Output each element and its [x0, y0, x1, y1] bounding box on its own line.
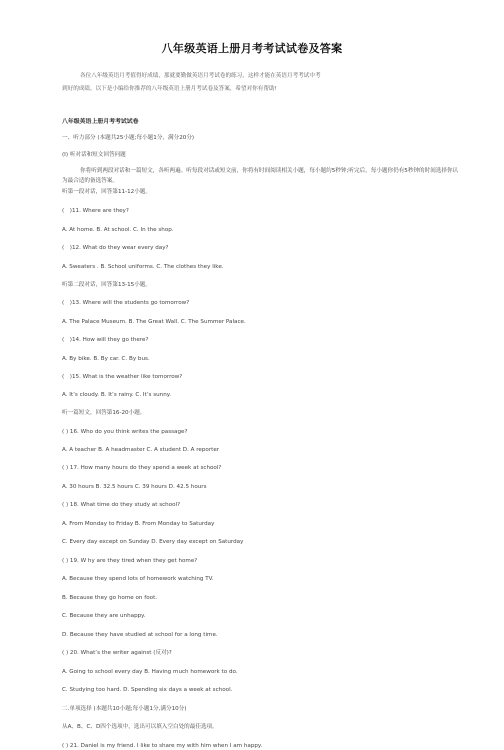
text-line: ( ) 21. Daniel is my friend. I like to share my with him when I am happy.: [62, 743, 263, 749]
text-line: A. A teacher B. A headmaster C. A student D. A reporter: [62, 447, 220, 453]
intro-line: 各位八年级英语月考值得好成绩，那就要勤做英语月考试卷的练习，这样才能在英语月考考试中考: [80, 73, 321, 79]
text-line: ( ) 19. W hy are they tired when they get home?: [62, 558, 198, 564]
text-line: 听一篇短文，回答第16-20小题。: [62, 410, 146, 416]
document-title: 八年级英语上册月考考试试卷及答案: [161, 42, 343, 55]
text-line: ( )15. What is the weather like tomorrow?: [62, 374, 183, 380]
section-heading: 八年级英语上册月考考试试卷: [62, 119, 139, 125]
text-line: A. 30 hours B. 32.5 hours C. 39 hours D. 42.5 hours: [62, 484, 207, 490]
text-line: A. It’s cloudy. B. It’s rainy. C. It’s sunny.: [62, 392, 172, 398]
text-line: A. At home. B. At school. C. In the shop.: [62, 227, 174, 233]
text-line: 听第二段对话，回答第13-15小题。: [62, 282, 151, 288]
text-line: C. Every day except on Sunday D. Every day except on Saturday: [62, 539, 244, 545]
text-line: 二.单项选择 (本题共10小题;每小题1分,满分10分): [62, 706, 187, 712]
text-line: ( ) 17. How many hours do they spend a week at school?: [62, 465, 222, 471]
text-line: ( ) 18. What time do they study at school?: [62, 502, 181, 508]
text-line: ( ) 20. What’s the writer against (反对)?: [62, 650, 172, 656]
text-line: 从A、B、C、D四个选项中，选出可以填入空白处的最佳选项。: [62, 724, 218, 730]
text-line: 听第一段对话，回答第11-12小题。: [62, 189, 151, 195]
text-line: ( ) 16. Who do you think writes the passage?: [62, 429, 188, 435]
text-line: ( )12. What do they wear every day?: [62, 245, 169, 251]
text-line: ( )11. Where are they?: [62, 208, 129, 214]
text-line: C. Because they are unhappy.: [62, 613, 146, 619]
text-line: A. From Monday to Friday B. From Monday to Saturday: [62, 521, 215, 527]
text-line: A. Going to school every day B. Having much homework to do.: [62, 669, 238, 675]
text-line: 一、听力部分 (本题共25小题;每小题1分，满分20分): [62, 135, 195, 141]
text-line: ( )13. Where will the students go tomorrow?: [62, 300, 190, 306]
text-line: A. The Palace Museum. B. The Great Wall. C. The Summer Palace.: [62, 319, 246, 325]
text-line: A. Because they spend lots of homework watching TV.: [62, 576, 214, 582]
text-line: A. Sweaters . B. School uniforms. C. The clothes they like.: [62, 264, 224, 270]
text-line: B. Because they go home on foot.: [62, 595, 158, 601]
text-line: C. Studying too hard. D. Spending six days a week at school.: [62, 687, 233, 693]
text-line: ( )14. How will they go there?: [62, 337, 149, 343]
text-line: A. By bike. B. By car. C. By bus.: [62, 356, 150, 362]
text-line: 你将听到两段对话和一篇短文，各听两遍。听每段对话或短文前，你将有时间阅读相关小题，每小题約5秒钟;听完后，每小题你仍有5秒钟的时间选择你认为最合适的备选答案。: [62, 168, 459, 184]
text-line: D. Because they have studied at school for a long time.: [62, 632, 218, 638]
intro-paragraph: [62, 70, 452, 96]
intro-line: 到好的成绩。以下是小编给你推荐的八年级英语上册月考试卷及答案，希望对你有帮助!: [62, 86, 277, 92]
text-line: (I) 听对话和短文回答问题: [62, 152, 126, 158]
